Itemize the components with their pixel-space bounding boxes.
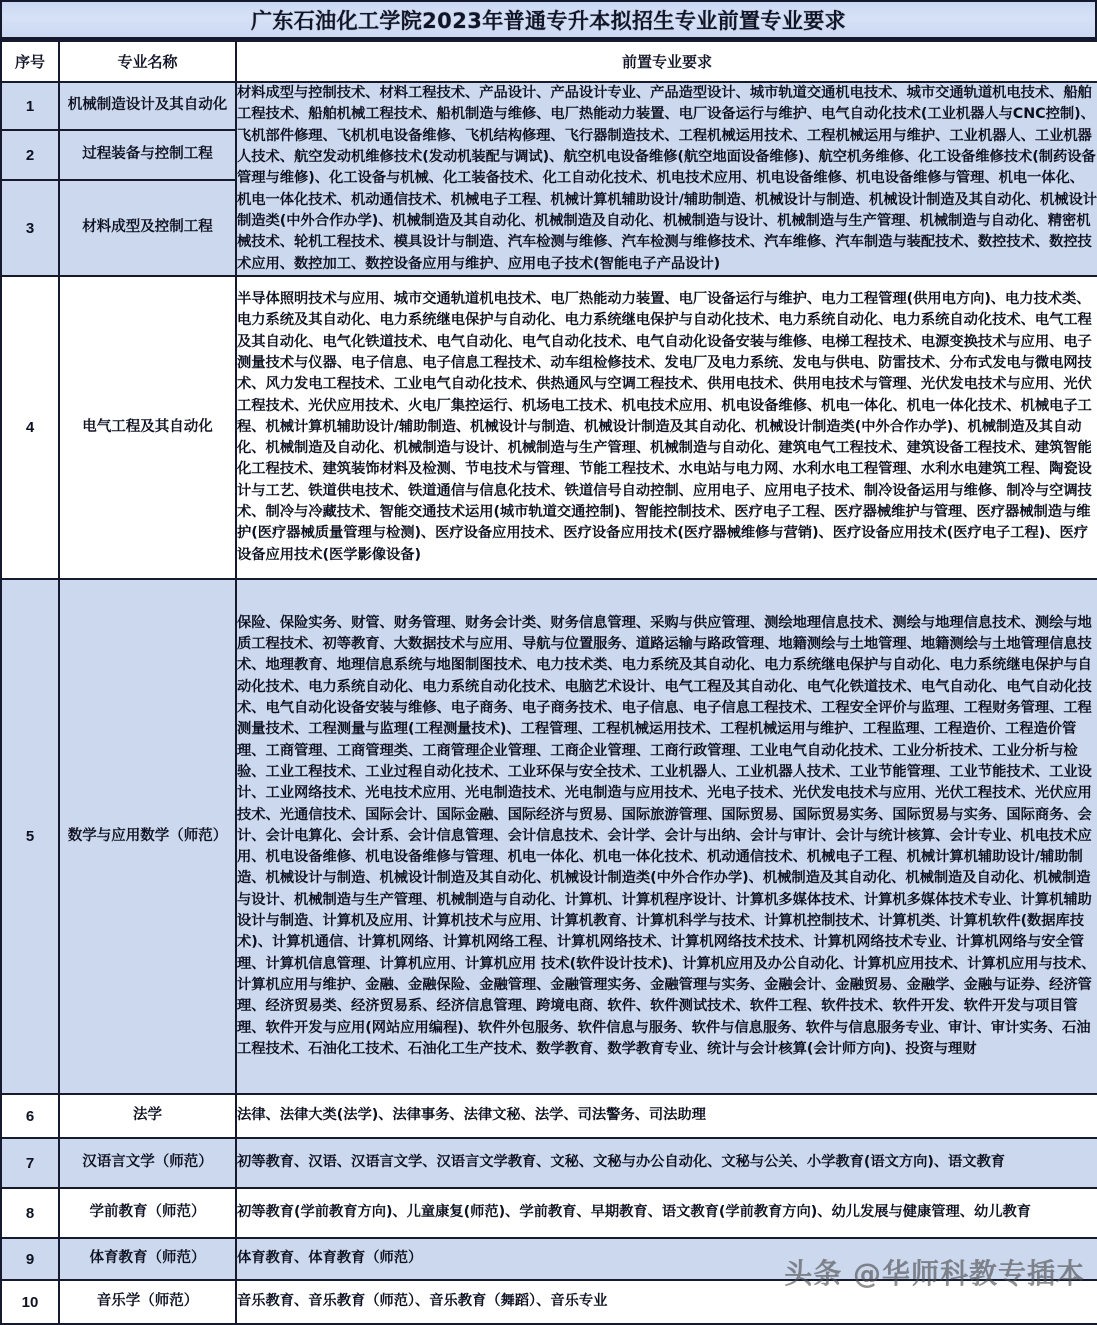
major-name: 汉语言文学（师范） (59, 1138, 236, 1188)
requirement-text: 音乐教育、音乐教育（师范）、音乐教育（舞蹈）、音乐专业 (236, 1280, 1097, 1324)
majors-table (0, 40, 1097, 1325)
major-name: 电气工程及其自动化 (59, 276, 236, 579)
table-row (1, 579, 1097, 1094)
row-number: 7 (1, 1138, 59, 1188)
table-row (1, 1188, 1097, 1238)
requirement-text: 法律、法律大类(法学)、法律事务、法律文秘、法学、司法警务、司法助理 (236, 1094, 1097, 1138)
row-number: 8 (1, 1188, 59, 1238)
requirement-text: 保险、保险实务、财管、财务管理、财务会计类、财务信息管理、采购与供应管理、测绘地理信息技术、测绘与地理信息技术、测绘与地质工程技术、初等教育、大数据技术与应用、导航与位置服务、道路运输与路政管理、地籍测绘与土地管理、地籍测绘与土地管理信息技术、地理教育、地理信息系统与地图制图技术、电力技术类、电力系统及其自动化、电力系统继电保护与自动化、电力系统继电保护与自动化技术、电力系统自动化、电力系统自动化技术、电脑艺术设计、电气工程及其自动化、电气化铁道技术、电气自动化、电气自动化技术、电气自动化设备安装与维修、电子商务、电子商务技术、电子信息、电子信息工程技术、工程安全评价与监理、工程财务管理、工程测量技术、工程测量与监理(工程测量技术)、工程管理、工程机械运用技术、工程机械运用与维护、工程监理、工程造价、工程造价管理、工商管理、工商管理类、工商管理企业管理、工商企业管理、工商行政管理、工业电气自动化技术、工业分析技术、工业分析与检验、工业工程技术、工业过程自动化技术、工业环保与安全技术、工业机器人、工业机器人技术、工业节能管理、工业节能技术、工业设计、工业网络技术、光电技术应用、光电制造技术、光电制造与应用技术、光电子技术、光伏发电技术与应用、光伏工程技术、光伏应用技术、光通信技术、国际会计、国际金融、国际经济与贸易、国际旅游管理、国际贸易、国际贸易实务、国际贸易与实务、国际商务、会计、会计电算化、会计系、会计信息管理、会计信息技术、会计学、会计与出纳、会计与审计、会计与统计核算、会计专业、机电技术应用、机电设备维修、机电设备维修与管理、机电一体化、机电一体化技术、机动通信技术、机械电子工程、机械计算机辅助设计/辅助制造、机械设计与制造、机械设计制造及其自动化、机械设计制造类(中外合作办学)、机械制造及其自动化、机械制造及自动化、机械制造与设计、机械制造与生产管理、机械制造与自动化、计算机、计算机程序设计、计算机多媒体技术、计算机多媒体技术专业、计算机辅助设计与制造、计算机及应用、计算机技术与应用、计算机教育、计算机科学与技术、计算机控制技术、计算机类、计算机软件(数据库技术)、计算机通信、计算机网络、计算机网络工程、计算机网络技术、计算机网络技术技术、计算机网络技术专业、计算机网络与安全管理、计算机信息管理、计算机应用、计算机应用 技术(软件设计技术)、计算机应用及办公自动化、计算机应用技术、计算机应用与技术、计算机应用与维护、金融、金融保险、金融管理、金融管理实务、金融管理与实务、金融会计、金融贸易、金融学、金融与证券、经济管理、经济贸易类、经济贸易系、经济信息管理、跨境电商、软件、软件测试技术、软件工程、软件技术、软件开发、软件开发与项目管理、软件开发与应用(网站应用编程)、软件外包服务、软件信息与服务、软件与信息服务、软件与信息服务专业、审计、审计实务、石油工程技术、石油化工技术、石油化工生产技术、数学教育、数学教育专业、统计与会计核算(会计师方向)、投资与理财 (236, 579, 1097, 1094)
table-header-row (1, 41, 1097, 82)
table-row (1, 1280, 1097, 1324)
requirement-text: 体育教育、体育教育（师范） (236, 1238, 1097, 1280)
major-name: 过程装备与控制工程 (59, 130, 236, 180)
watermark-text: 头条 @华师科教专插本 (784, 1257, 1085, 1290)
table-row (1, 1238, 1097, 1280)
major-name: 法学 (59, 1094, 236, 1138)
major-name: 学前教育（师范） (59, 1188, 236, 1238)
row-number: 10 (1, 1280, 59, 1324)
column-header-major: 专业名称 (59, 41, 236, 82)
major-name: 材料成型及控制工程 (59, 180, 236, 276)
table-row (1, 276, 1097, 579)
column-header-requirement: 前置专业要求 (236, 41, 1097, 82)
major-name: 音乐学（师范） (59, 1280, 236, 1324)
requirement-text-grouped: 材料成型与控制技术、材料工程技术、产品设计、产品设计专业、产品造型设计、城市轨道交通机电技术、城市交通轨道机电技术、船舶工程技术、船舶机械工程技术、船机制造与维修、电厂热能动力装置、电厂设备运行与维护、电气自动化技术(工业机器人与CNC控制)、飞机部件修理、飞机机电设备维修、飞机结构修理、飞行器制造技术、工程机械运用技术、工程机械运用与维护、工业机器人、工业机器人技术、航空发动机维修技术(发动机装配与调试)、航空机电设备维修(航空地面设备维修)、航空机务维修、化工设备维修技术(制药设备管理与维修)、化工设备与机械、化工装备技术、化工自动化技术、机电技术应用、机电设备维修、机电设备维修与管理、机电一体化、机电一体化技术、机动通信技术、机械电子工程、机械计算机辅助设计/辅助制造、机械设计与制造、机械设计制造及其自动化、机械设计制造类(中外合作办学)、机械制造及其自动化、机械制造及自动化、机械制造与设计、机械制造与生产管理、机械制造与自动化、精密机械技术、轮机工程技术、模具设计与制造、汽车检测与维修、汽车检测与维修技术、汽车维修、汽车制造与装配技术、数控技术、数控技术应用、数控加工、数控设备应用与维护、应用电子技术(智能电子产品设计) (236, 82, 1097, 276)
requirement-text: 初等教育(学前教育方向)、儿童康复(师范)、学前教育、早期教育、语文教育(学前教育方向)、幼儿发展与健康管理、幼儿教育 (236, 1188, 1097, 1238)
row-number: 4 (1, 276, 59, 579)
table-row (1, 1094, 1097, 1138)
requirement-text: 半导体照明技术与应用、城市交通轨道机电技术、电厂热能动力装置、电厂设备运行与维护、电力工程管理(供用电方向)、电力技术类、电力系统及其自动化、电力系统继电保护与自动化、电力系统继电保护与自动化技术、电力系统自动化、电力系统自动化技术、电气工程及其自动化、电气化铁道技术、电气自动化、电气自动化技术、电气自动化设备安装与维修、电梯工程技术、电源变换技术与应用、电子测量技术与仪器、电子信息、电子信息工程技术、动车组检修技术、发电厂及电力系统、发电与供电、防雷技术、分布式发电与微电网技术、风力发电工程技术、工业电气自动化技术、供热通风与空调工程技术、供用电技术、供用电技术与管理、光伏发电技术与应用、光伏工程技术、光伏应用技术、火电厂集控运行、机场电工技术、机电技术应用、机电设备维修、机电一体化、机电一体化技术、机械电子工程、机械计算机辅助设计/辅助制造、机械设计与制造、机械设计制造及其自动化、机械设计制造类(中外合作办学)、机械制造及其自动化、机械制造及自动化、机械制造与设计、机械制造与生产管理、机械制造与自动化、建筑电气工程技术、建筑设备工程技术、建筑智能化工程技术、建筑装饰材料及检测、节电技术与管理、节能工程技术、水电站与电力网、水利水电工程管理、水利水电建筑工程、陶瓷设计与工艺、铁道供电技术、铁道通信与信息化技术、铁道信号自动控制、应用电子、应用电子技术、制冷设备运用与维修、制冷与空调技术、制冷与冷藏技术、智能交通技术运用(城市轨道交通控制)、智能控制技术、医疗电子工程、医疗器械维护与管理、医疗器械制造与维护(医疗器械质量管理与检测)、医疗设备应用技术、医疗设备应用技术(医疗器械维修与营销)、医疗设备应用技术(医疗电子工程)、医疗设备应用技术(医学影像设备) (236, 276, 1097, 579)
major-name: 机械制造设计及其自动化 (59, 82, 236, 130)
row-number: 5 (1, 579, 59, 1094)
table-row (1, 82, 1097, 130)
row-number: 9 (1, 1238, 59, 1280)
row-number: 6 (1, 1094, 59, 1138)
requirement-text: 初等教育、汉语、汉语言文学、汉语言文学教育、文秘、文秘与办公自动化、文秘与公关、小学教育(语文方向)、语文教育 (236, 1138, 1097, 1188)
row-number: 2 (1, 130, 59, 180)
page-title: 广东石油化工学院2023年普通专升本拟招生专业前置专业要求 (250, 8, 847, 33)
column-header-no: 序号 (1, 41, 59, 82)
document-title-banner (0, 0, 1097, 40)
major-name: 数学与应用数学（师范） (59, 579, 236, 1094)
row-number: 3 (1, 180, 59, 276)
major-name: 体育教育（师范） (59, 1238, 236, 1280)
table-row (1, 1138, 1097, 1188)
row-number: 1 (1, 82, 59, 130)
